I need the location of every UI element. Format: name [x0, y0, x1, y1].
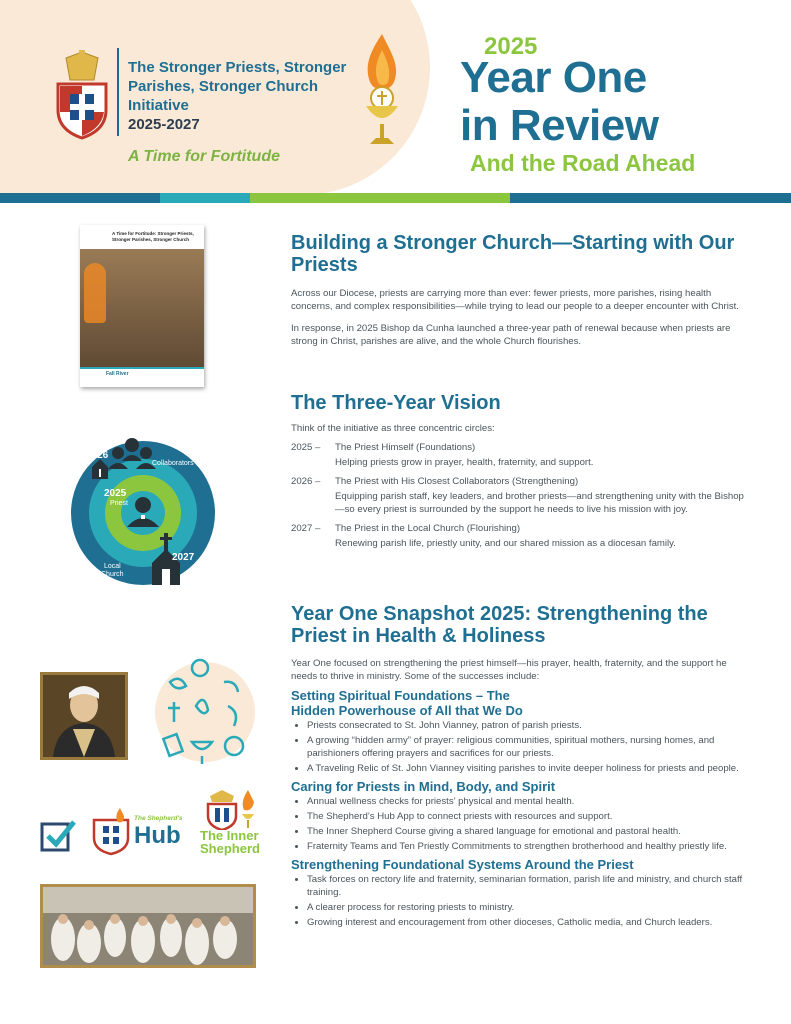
- brochure-title: A Time for Fortitude: Stronger Priests, Stronger Parishes, Stronger Church: [112, 231, 194, 242]
- list-item: • The Inner Shepherd Course giving a shared language for emotional and pastoral health.: [307, 825, 753, 838]
- list-item: • Task forces on rectory life and fraternity, seminarian formation, parish life and ministry, and church staff training.: [307, 873, 753, 899]
- initiative-years: 2025-2027: [128, 116, 200, 133]
- subtitle: And the Road Ahead: [470, 150, 696, 176]
- vision-title: The Priest in the Local Church (Flourishing): [335, 523, 521, 534]
- circle-2026-label: Collaborators: [152, 460, 194, 467]
- shepherds-hub-crest-icon: [90, 806, 132, 856]
- list-item: • Annual wellness checks for priests’ physical and mental health.: [307, 795, 753, 808]
- vision-title: The Priest with His Closest Collaborators (Strengthening): [335, 476, 579, 487]
- vision-desc: Helping priests grow in prayer, health, fraternity, and support.: [335, 457, 594, 468]
- list-item: • The Shepherd’s Hub App to connect priests with resources and support.: [307, 810, 753, 823]
- brochure-stripe: [80, 367, 204, 369]
- snapshot-subheading-care: Caring for Priests in Mind, Body, and Spirit: [291, 779, 556, 794]
- concentric-circles-diagram: [66, 423, 220, 587]
- circle-2025-label: Priest: [110, 500, 128, 507]
- circle-2027-year: 2027: [172, 552, 195, 563]
- priests-gathering-photo: [40, 884, 256, 968]
- snapshot-heading: Year One Snapshot 2025: Strengthening the Priest in Health & Holiness: [291, 603, 708, 647]
- stripe-green: [250, 193, 510, 203]
- vision-intro: Think of the initiative as three concentric circles:: [291, 423, 495, 434]
- vision-year: 2027 –: [291, 523, 321, 534]
- vision-heading: The Three-Year Vision: [291, 392, 501, 414]
- circle-2027-label-2: Church: [101, 571, 124, 578]
- diocese-crest-icon: [52, 50, 112, 140]
- snapshot-section: [291, 603, 753, 931]
- list-item: • A Traveling Relic of St. John Vianney visiting parishes to invite deeper holiness for priests and people.: [307, 762, 753, 775]
- building-heading: Building a Stronger Church—Starting with Our Priests: [291, 232, 735, 276]
- list-item: • Priests consecrated to St. John Vianney, patron of parish priests.: [307, 719, 753, 732]
- building-section: [291, 232, 751, 348]
- building-paragraph-2: In response, in 2025 Bishop da Cunha launched a three-year path of renewal because when priests are strong in Christ, parishes are alive, and the whole Church flourishes.: [291, 323, 731, 347]
- vision-desc: Equipping parish staff, key leaders, and brother priests—and strengthening unity with the Bishop—so every priest is surrounded by the support he needs to live his mission with joy.: [335, 491, 744, 515]
- vision-desc: Renewing parish life, priestly unity, and our shared mission as a diocesan family.: [335, 538, 676, 549]
- inner-shepherd-logo-line2: Shepherd: [200, 841, 260, 856]
- tagline: A Time for Fortitude: [128, 148, 280, 165]
- vision-year: 2026 –: [291, 476, 321, 487]
- vision-item-2027: [291, 522, 751, 550]
- title-line-1: Year One: [460, 53, 647, 102]
- vision-item-2026: [291, 475, 751, 516]
- spiritual-bullets: [291, 719, 753, 775]
- snapshot-subheading-systems: Strengthening Foundational Systems Around the Priest: [291, 857, 634, 872]
- snapshot-subheading-spiritual: Setting Spiritual Foundations – The Hidden Powerhouse of All that We Do: [291, 688, 523, 718]
- st-john-vianney-portrait: [40, 672, 128, 760]
- stripe-teal: [160, 193, 250, 203]
- header-divider: [117, 48, 119, 136]
- initiative-title: The Stronger Priests, Stronger Parishes, Stronger Church Initiative: [128, 59, 347, 114]
- hub-logo-small: The Shepherd's: [134, 815, 183, 822]
- vision-title: The Priest Himself (Foundations): [335, 442, 476, 453]
- spiritual-icons-cluster: [150, 652, 260, 772]
- vision-year: 2025 –: [291, 442, 321, 453]
- report-year: 2025: [484, 33, 538, 60]
- vision-section: [291, 392, 751, 556]
- building-paragraph-1: Across our Diocese, priests are carrying more than ever: fewer priests, more parishes, rising health concerns, and complex responsibilities—while trying to lead our people to a deeper encounter with Christ.: [291, 288, 739, 312]
- brochure-footer: Fall River: [106, 371, 129, 377]
- inner-shepherd-logo-line1: The Inner: [200, 828, 259, 843]
- circle-2026-year: 2026: [86, 450, 109, 461]
- brochure-flame: [84, 263, 106, 323]
- systems-bullets: [291, 873, 753, 929]
- chalice-flame-icon: [360, 32, 404, 150]
- snapshot-intro: Year One focused on strengthening the priest himself—his prayer, health, fraternity, and the support he needs to thrive in ministry. Some of the successes include:: [291, 658, 727, 682]
- list-item: • Growing interest and encouragement from other dioceses, Catholic media, and Church leaders.: [307, 916, 753, 929]
- stripe-blue-right: [510, 193, 791, 203]
- brochure-thumbnail: [80, 225, 204, 387]
- checkbox-check-icon: [40, 818, 76, 852]
- list-item: • A clearer process for restoring priests to ministry.: [307, 901, 753, 914]
- stripe-blue: [0, 193, 160, 203]
- vision-item-2025: [291, 441, 751, 469]
- list-item: • A growing “hidden army” of prayer: religious communities, spiritual mothers, nursing homes, and parishioners offering prayers and sacrifices for our priests.: [307, 734, 753, 760]
- inner-shepherd-crest-icon: [204, 788, 258, 830]
- circle-2025-year: 2025: [104, 488, 127, 499]
- care-bullets: [291, 795, 753, 853]
- title-line-2: in Review: [460, 101, 659, 150]
- circle-2027-label-1: Local: [104, 563, 121, 570]
- list-item: • Fraternity Teams and Ten Priestly Commitments to strengthen brotherhood and healthy priestly life.: [307, 840, 753, 853]
- hub-logo-big: Hub: [134, 822, 181, 849]
